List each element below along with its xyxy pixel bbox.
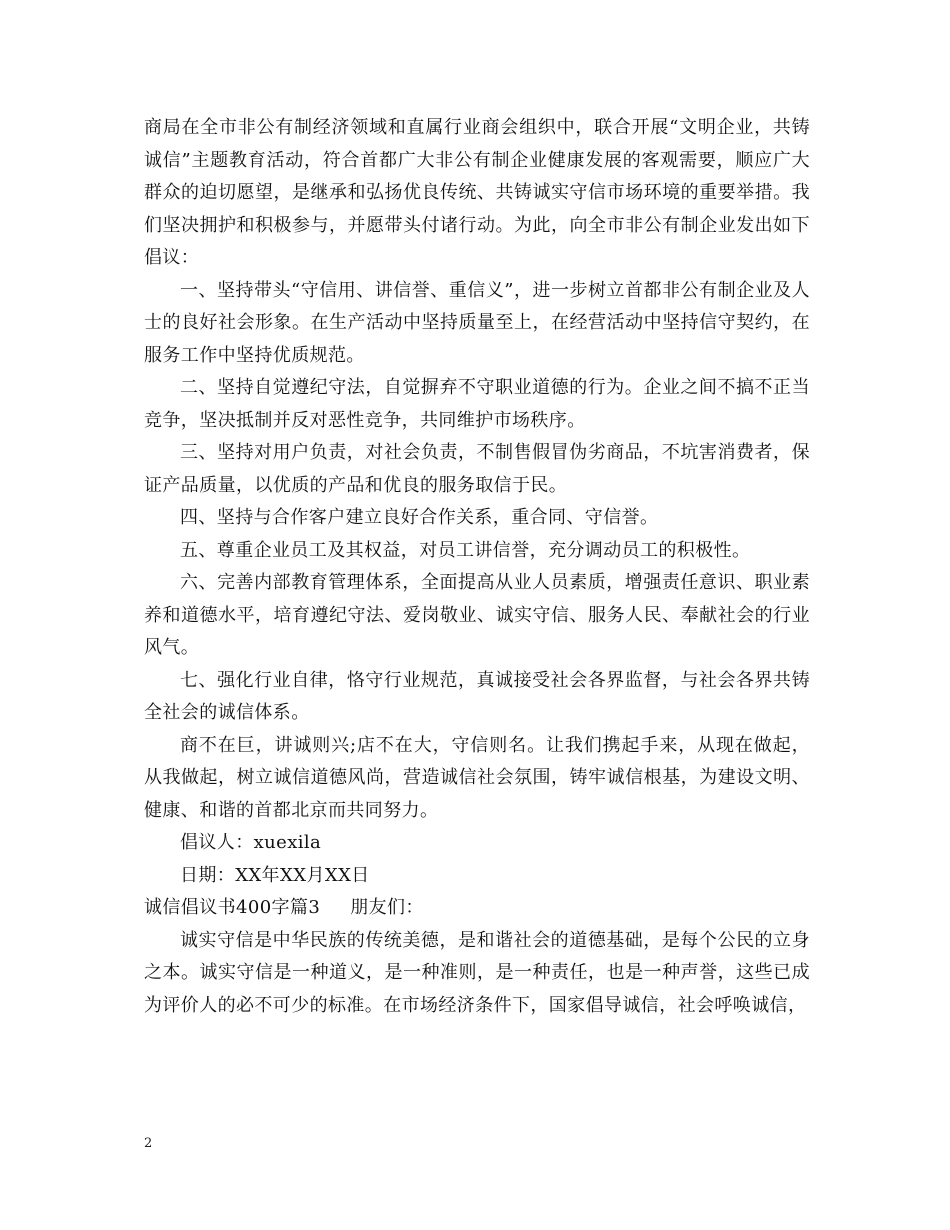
paragraph-item-7: 七、强化行业自律，恪守行业规范，真诚接受社会各界监督，与社会各界共铸全社会的诚信体系。 <box>144 669 810 723</box>
paragraph-item-5: 五、尊重企业员工及其权益，对员工讲信誉，充分调动员工的积极性。 <box>180 539 751 561</box>
document-body <box>144 112 810 1022</box>
paragraph-intro: 商局在全市非公有制经济领域和直属行业商会组织中，联合开展“文明企业，共铸诚信”主题教育活动，符合首都广大非公有制企业健康发展的客观需要，顺应广大群众的迫切愿望，是继承和弘扬优良传统、共铸诚实守信市场环境的重要举措。我们坚决拥护和积极参与，并愿带头付诸行动。为此，向全市非公有制企业发出如下倡议： <box>144 117 810 268</box>
date-line: 日期：XX年XX月XX日 <box>180 864 370 886</box>
paragraph-conclusion: 商不在巨，讲诚则兴;店不在大，守信则名。让我们携起手来，从现在做起，从我做起，树立诚信道德风尚，营造诚信社会氛围，铸牢诚信根基，为建设文明、健康、和谐的首都北京而共同努力。 <box>144 734 810 821</box>
section-greeting: 朋友们： <box>350 897 424 918</box>
paragraph-item-1: 一、坚持带头“守信用、讲信誉、重信义”，进一步树立首都非公有制企业及人士的良好社会形象。在生产活动中坚持质量至上，在经营活动中坚持信守契约，在服务工作中坚持优质规范。 <box>144 279 810 366</box>
paragraph-item-4: 四、坚持与合作客户建立良好合作关系，重合同、守信誉。 <box>180 507 659 528</box>
section-heading-line <box>144 892 810 925</box>
paragraph-item-2: 二、坚持自觉遵纪守法，自觉摒弃不守职业道德的行为。企业之间不搞不正当竞争，坚决抵制并反对恶性竞争，共同维护市场秩序。 <box>144 377 810 431</box>
proposer-line: 倡议人：xuexila <box>180 832 322 853</box>
section-heading: 诚信倡议书400字篇3 <box>144 897 321 918</box>
paragraph-section-3: 诚实守信是中华民族的传统美德，是和谐社会的道德基础，是每个公民的立身之本。诚实守信是一种道义，是一种准则，是一种责任，也是一种声誉，这些已成为评价人的必不可少的标准。在市场经济条件下，国家倡导诚信，社会呼唤诚信， <box>144 929 810 1016</box>
paragraph-item-3: 三、坚持对用户负责，对社会负责，不制售假冒伪劣商品，不坑害消费者，保证产品质量，以优质的产品和优良的服务取信于民。 <box>144 442 810 496</box>
paragraph-item-6: 六、完善内部教育管理体系，全面提高从业人员素质，增强责任意识、职业素养和道德水平，培育遵纪守法、爱岗敬业、诚实守信、服务人民、奉献社会的行业风气。 <box>144 572 810 658</box>
page-number: 2 <box>144 1136 153 1151</box>
